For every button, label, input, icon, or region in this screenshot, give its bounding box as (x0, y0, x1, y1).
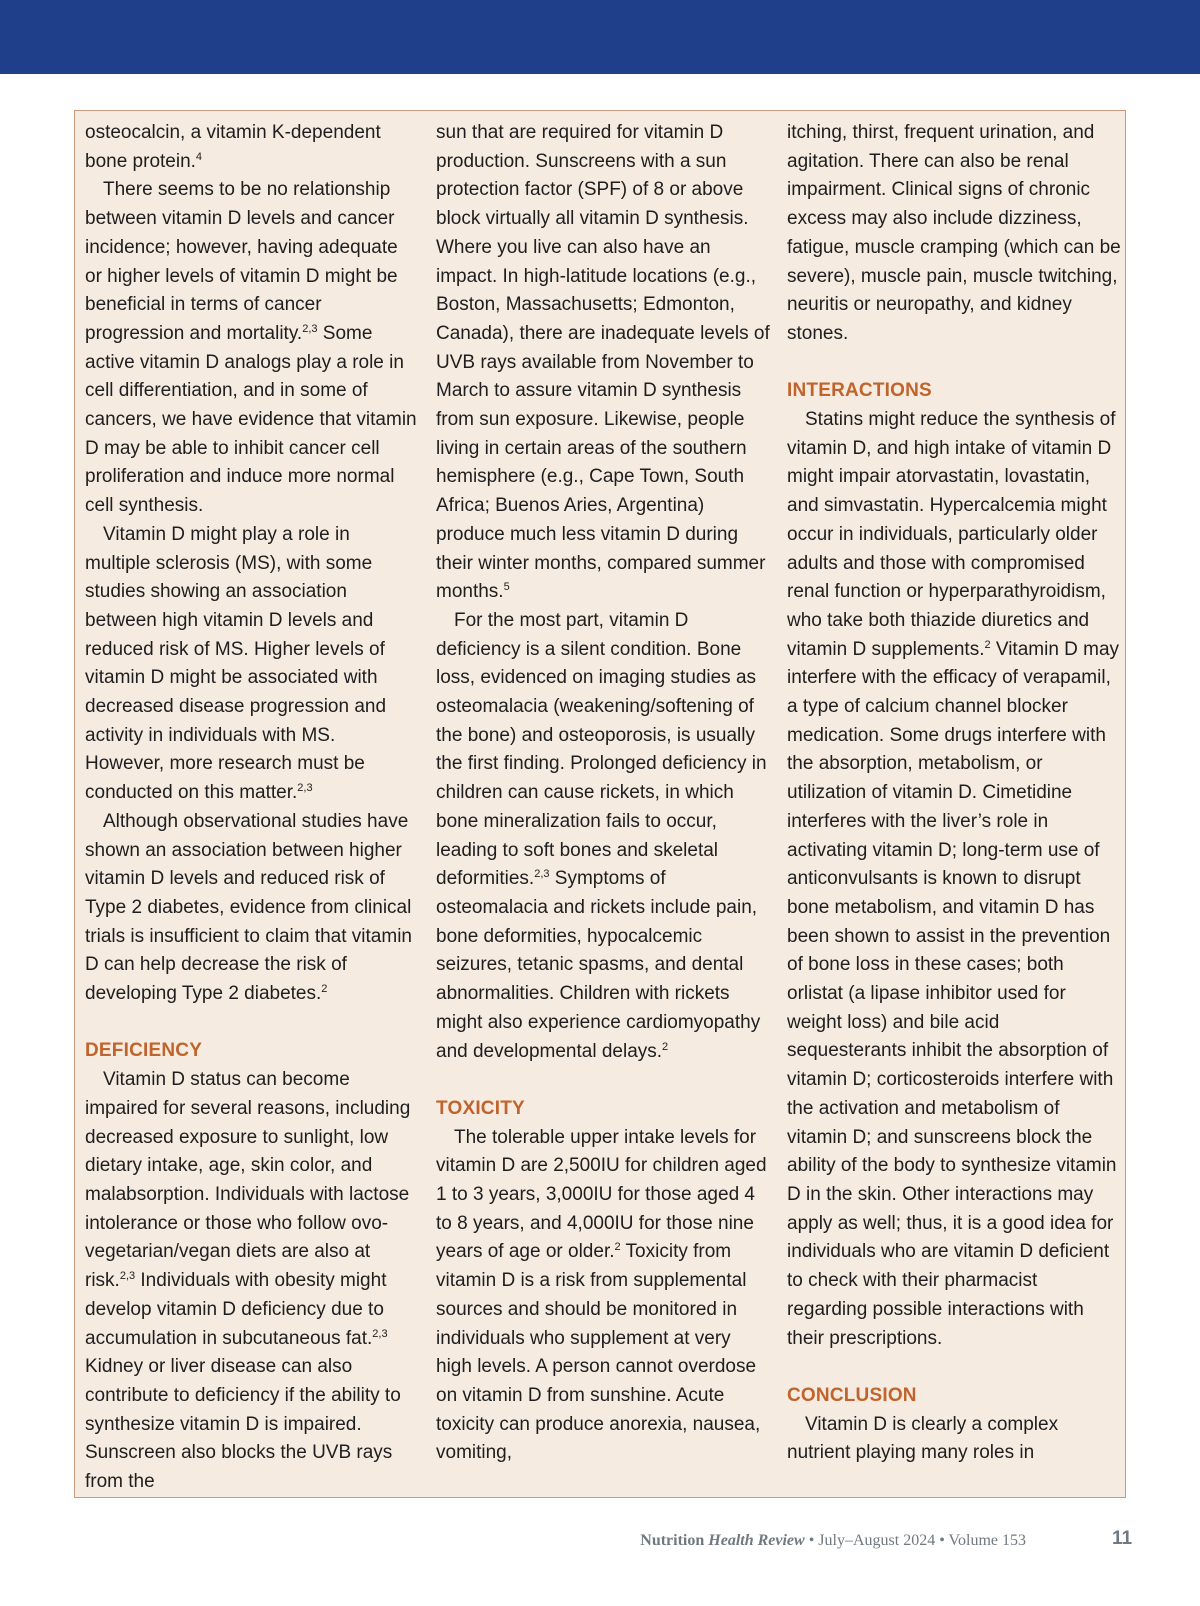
text-column-1 (85, 119, 419, 1497)
text-run: Kidney or liver disease can also contribute to deficiency if the ability to synthesize vitamin D is impaired. Sunscreen also blocks the UVB rays from the (85, 1356, 401, 1493)
paragraph (787, 119, 1121, 349)
citation-ref: 2 (984, 638, 991, 651)
text-run: osteocalcin, a vitamin K-dependent bone protein. (85, 122, 381, 172)
text-run: Toxicity from vitamin D is a risk from supplemental sources and should be monitored in individuals who supplement at very high levels. A person cannot overdose on vitamin D from sunshine. Acute toxicity can produce anorexia, nausea, vomiting, (436, 1241, 761, 1464)
section-heading: DEFICIENCY (85, 1040, 203, 1062)
text-run: Vitamin D might play a role in multiple sclerosis (MS), with some studies showing an association between high vitamin D levels and reduced risk of MS. Higher levels of vitamin D might be associated with decreased disease progression and activity in individuals with MS. However, more research must be conducted on this matter. (85, 523, 387, 804)
citation-ref: 2 (321, 983, 328, 996)
citation-ref: 2 (614, 1241, 621, 1254)
text-run: There seems to be no relationship between vitamin D levels and cancer incidence; however, having adequate or higher levels of vitamin D might be beneficial in terms of cancer progression and mortality. (85, 179, 398, 344)
paragraph (85, 1066, 419, 1497)
text-run: Individuals with obesity might develop vitamin D deficiency due to accumulation in subcutaneous fat. (85, 1270, 387, 1349)
text-run: For the most part, vitamin D deficiency is a silent condition. Bone loss, evidenced on imaging studies as osteomalacia (weakening/softening of the bone) and osteoporosis, is usually the first finding. Prolonged deficiency in children can cause rickets, in which bone mineralization fails to occur, leading to soft bones and skeletal deformities. (436, 609, 767, 890)
text-run: Vitamin D status can become impaired for several reasons, including decreased exposure to sunlight, low dietary intake, age, skin color, and malabsorption. Individuals with lactose intolerance or those who follow ovo-vegetarian/vegan diets are also at risk. (85, 1069, 411, 1292)
paragraph (787, 406, 1121, 1353)
citation-ref: 2,3 (297, 782, 313, 795)
header-bar (0, 0, 1200, 74)
paragraph (787, 1411, 1121, 1468)
text-run: Symptoms of osteomalacia and rickets include pain, bone deformities, hypocalcemic seizures, tetanic spasms, and dental abnormalities. Children with rickets might also experience cardiomyopathy and developmental delays. (436, 868, 761, 1062)
paragraph (436, 607, 770, 1066)
issue-info: • July–August 2024 • Volume 153 (804, 1532, 1026, 1549)
text-run: Some active vitamin D analogs play a role in cell differentiation, and in some of cancers, we have evidence that vitamin D may be able to inhibit cancer cell proliferation and induce more normal cell synthesis. (85, 322, 417, 517)
text-run: Statins might reduce the synthesis of vitamin D, and high intake of vitamin D might impair atorvastatin, lovastatin, and simvastatin. Hypercalcemia might occur in individuals, particularly older adults and those with compromised renal function or hyperparathyroidism, who take both thiazide diuretics and vitamin D supplements. (787, 409, 1116, 660)
text-run: The tolerable upper intake levels for vitamin D are 2,500IU for children aged 1 to 3 years, 3,000IU for those aged 4 to 8 years, and 4,000IU for those nine years of age or older. (436, 1126, 767, 1263)
footer-citation (640, 1532, 1026, 1550)
text-column-2 (436, 119, 770, 1468)
citation-ref: 2,3 (119, 1270, 136, 1283)
citation-ref: 2 (662, 1040, 669, 1053)
section-heading: TOXICITY (436, 1097, 525, 1119)
text-column-3 (787, 119, 1121, 1468)
section-heading: CONCLUSION (787, 1384, 917, 1406)
paragraph (436, 1124, 770, 1468)
article-panel (74, 110, 1126, 1498)
citation-ref: 4 (195, 150, 203, 163)
text-run: Vitamin D may interfere with the efficacy of verapamil, a type of calcium channel blocker medication. Some drugs interfere with the absorption, metabolism, or utilization of vitamin D. Cimetidine interferes with the liver’s role in activating vitamin D; long-term use of anticonvulsants is known to disrupt bone metabolism, and vitamin D has been shown to assist in the prevention of bone loss in these cases; both orlistat (a lipase inhibitor used for weight loss) and bile acid sequesterants inhibit the absorption of vitamin D; corticosteroids interfere with the activation and metabolism of vitamin D; and sunscreens block the ability of the body to synthesize vitamin D in the skin. Other interactions may apply as well; thus, it is a good idea for individuals who are vitamin D deficient to check with their pharmacist regarding possible interactions with their prescriptions. (787, 638, 1120, 1349)
journal-name-part-2: Health Review (708, 1532, 805, 1549)
section-heading: INTERACTIONS (787, 380, 932, 402)
journal-name-part-1: Nutrition (640, 1532, 705, 1549)
page-number: 11 (1112, 1528, 1133, 1549)
text-run: Vitamin D is clearly a complex nutrient playing many roles in (787, 1413, 1059, 1464)
citation-ref: 2,3 (302, 322, 318, 335)
paragraph (436, 119, 770, 607)
citation-ref: 2,3 (534, 868, 550, 881)
citation-ref: 5 (503, 581, 510, 594)
citation-ref: 2,3 (372, 1327, 388, 1340)
text-run: itching, thirst, frequent urination, and agitation. There can also be renal impairment. Clinical signs of chronic excess may also include dizziness, fatigue, muscle cramping (which can be severe), muscle pain, muscle twitching, neuritis or neuropathy, and kidney stones. (787, 122, 1121, 344)
paragraph (85, 808, 419, 1009)
paragraph (85, 176, 419, 520)
text-run: sun that are required for vitamin D production. Sunscreens with a sun protection factor (SPF) of 8 or above block virtually all vitamin D synthesis. Where you live can also have an impact. In high-latitude locations (e.g., Boston, Massachusetts; Edmonton, Canada), there are inadequate levels of UVB rays available from November to March to assure vitamin D synthesis from sun exposure. Likewise, people living in certain areas of the southern hemisphere (e.g., Cape Town, South Africa; Buenos Aries, Argentina) produce much less vitamin D during their winter months, compared summer months. (436, 122, 770, 603)
text-run: Although observational studies have shown an association between higher vitamin D levels and reduced risk of Type 2 diabetes, evidence from clinical trials is insufficient to claim that vitamin D can help decrease the risk of developing Type 2 diabetes. (85, 810, 412, 1005)
paragraph (85, 521, 419, 808)
paragraph (85, 119, 419, 176)
